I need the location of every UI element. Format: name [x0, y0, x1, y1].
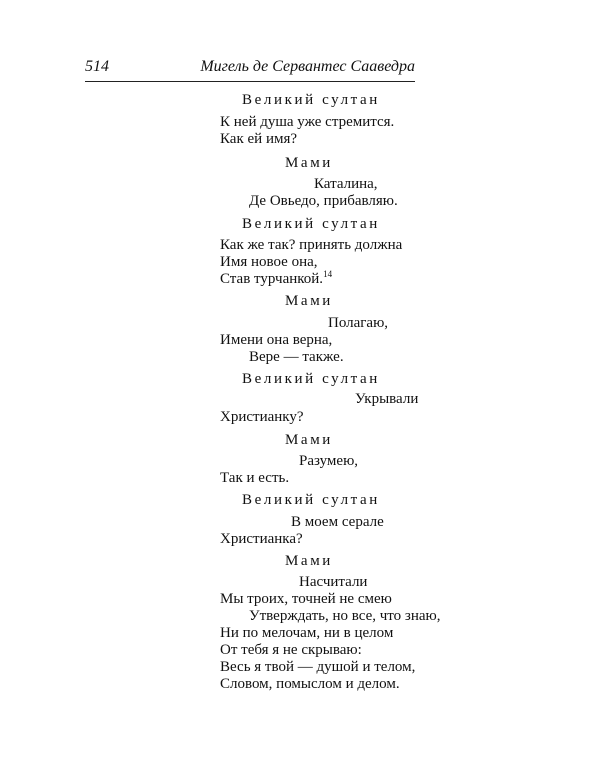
running-title: Мигель де Сервантес Сааведра	[200, 58, 415, 75]
page-number: 514	[85, 58, 109, 75]
verse-line: В моем серале	[291, 514, 384, 530]
verse-line: Утверждать, но все, что знаю,	[249, 608, 441, 624]
verse-line: От тебя я не скрываю:	[220, 642, 362, 658]
verse-line: Так и есть.	[220, 470, 290, 486]
speaker-name: Мами	[285, 432, 333, 448]
verse-line: Христианка?	[220, 531, 303, 547]
verse-line: Как ей имя?	[220, 131, 298, 147]
verse-line: Разумею,	[299, 453, 359, 469]
footnote-marker: 14	[323, 269, 333, 279]
verse-line: Каталина,	[314, 176, 378, 192]
verse-text: Став турчанкой.	[220, 271, 324, 287]
page-header	[85, 58, 415, 80]
speaker-name: Мами	[285, 155, 333, 171]
verse-line: Мы троих, точней не смею	[220, 591, 392, 607]
verse-line	[220, 270, 332, 288]
speaker-name: Мами	[285, 293, 333, 309]
speaker-name: Великий султан	[242, 371, 380, 387]
verse-line: Укрывали	[355, 391, 419, 407]
verse-line: Полагаю,	[328, 315, 389, 331]
verse-line: Насчитали	[299, 574, 368, 590]
verse-line: Как же так? принять должна	[220, 237, 403, 253]
verse-line: Словом, помыслом и делом.	[220, 676, 400, 692]
speaker-name: Великий султан	[242, 492, 380, 508]
verse-line: Ни по мелочам, ни в целом	[220, 625, 394, 641]
verse-line: Имя новое она,	[220, 254, 318, 270]
verse-line: Христианку?	[220, 409, 304, 425]
verse-line: К ней душа уже стремится.	[220, 114, 395, 130]
verse-line: Весь я твой — душой и телом,	[220, 659, 416, 675]
speaker-name: Великий султан	[242, 216, 380, 232]
speaker-name: Мами	[285, 553, 333, 569]
verse-line: Де Овьедо, прибавляю.	[249, 193, 398, 209]
verse-line: Имени она верна,	[220, 332, 333, 348]
speaker-name: Великий султан	[242, 92, 380, 108]
verse-line: Вере — также.	[249, 349, 344, 365]
header-rule	[85, 81, 415, 82]
